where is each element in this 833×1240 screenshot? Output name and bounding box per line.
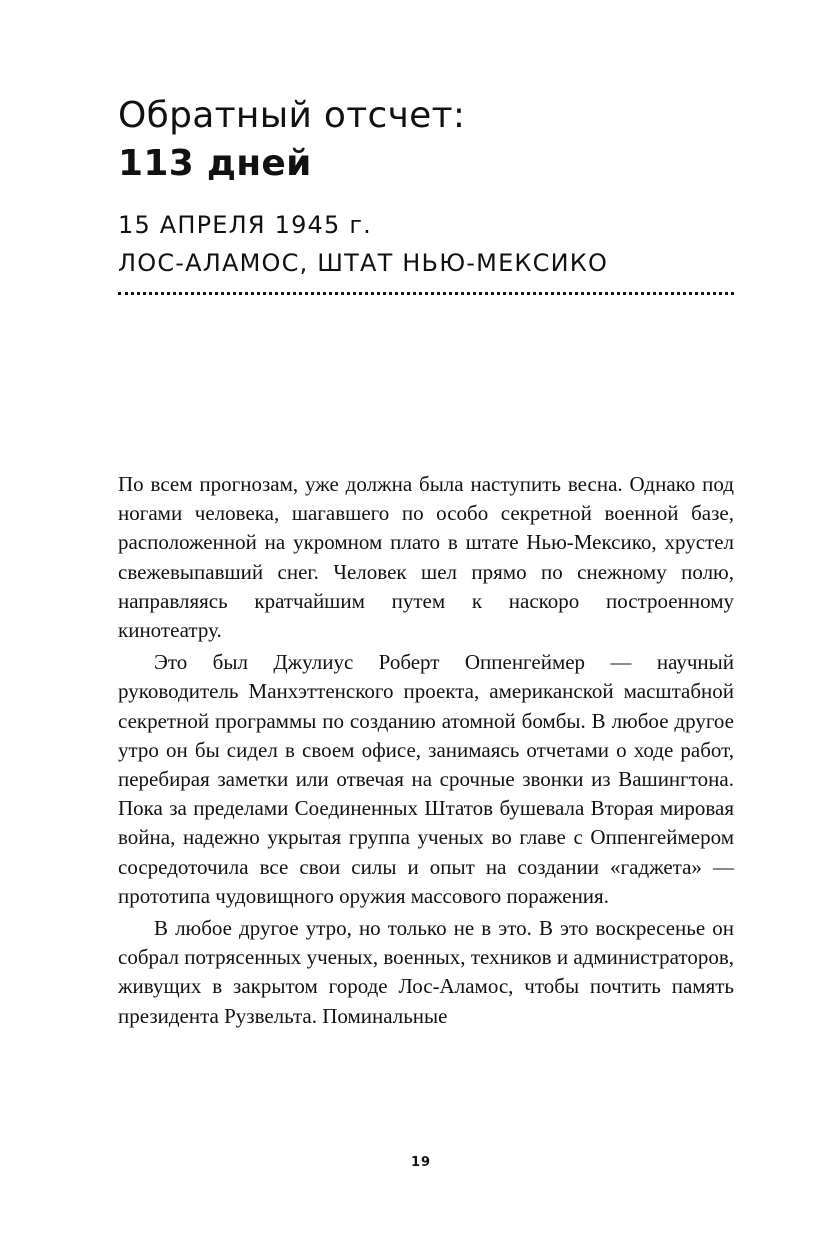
chapter-location: ЛОС-АЛАМОС, ШТАТ НЬЮ-МЕКСИКО [118, 249, 609, 277]
page-number: 19 [410, 1155, 432, 1170]
body-text [118, 470, 734, 1034]
chapter-title [118, 92, 738, 188]
paragraph-1: По всем прогнозам, уже должна была наступить весна. Однако под ногами человека, шагавшего по особо секретной военной базе, расположенной на укромном плато в штате Нью-Мексико, хрустел свежевыпавший снег. Человек шел прямо по снежному полю, направляясь кратчайшим путем к наскоро построенному кинотеатру. [118, 472, 734, 643]
chapter-title-line1: Обратный отсчет: [118, 95, 466, 136]
paragraph-3: В любое другое утро, но только не в это. В это воскресенье он собрал потрясенных ученых, военных, техников и администраторов, живущих в закрытом городе Лос-Аламос, чтобы почтить память президента Рузвельта. Поминальные [118, 916, 734, 1028]
dotted-divider [118, 292, 734, 295]
chapter-date: 15 АПРЕЛЯ 1945 г. [118, 211, 372, 239]
chapter-title-line2: 113 дней [118, 143, 312, 184]
paragraph-2: Это был Джулиус Роберт Оппенгеймер — научный руководитель Манхэттенского проекта, американской масштабной секретной программы по созданию атомной бомбы. В любое другое утро он бы сидел в своем офисе, занимаясь отчетами о ходе работ, перебирая заметки или отвечая на срочные звонки из Вашингтона. Пока за пределами Соединенных Штатов бушевала Вторая мировая война, надежно укрытая группа ученых во главе с Оппенгеймером сосредоточила все свои силы и опыт на создании «гаджета» — прототипа чудовищного оружия массового поражения. [118, 650, 734, 908]
chapter-meta [118, 206, 738, 282]
